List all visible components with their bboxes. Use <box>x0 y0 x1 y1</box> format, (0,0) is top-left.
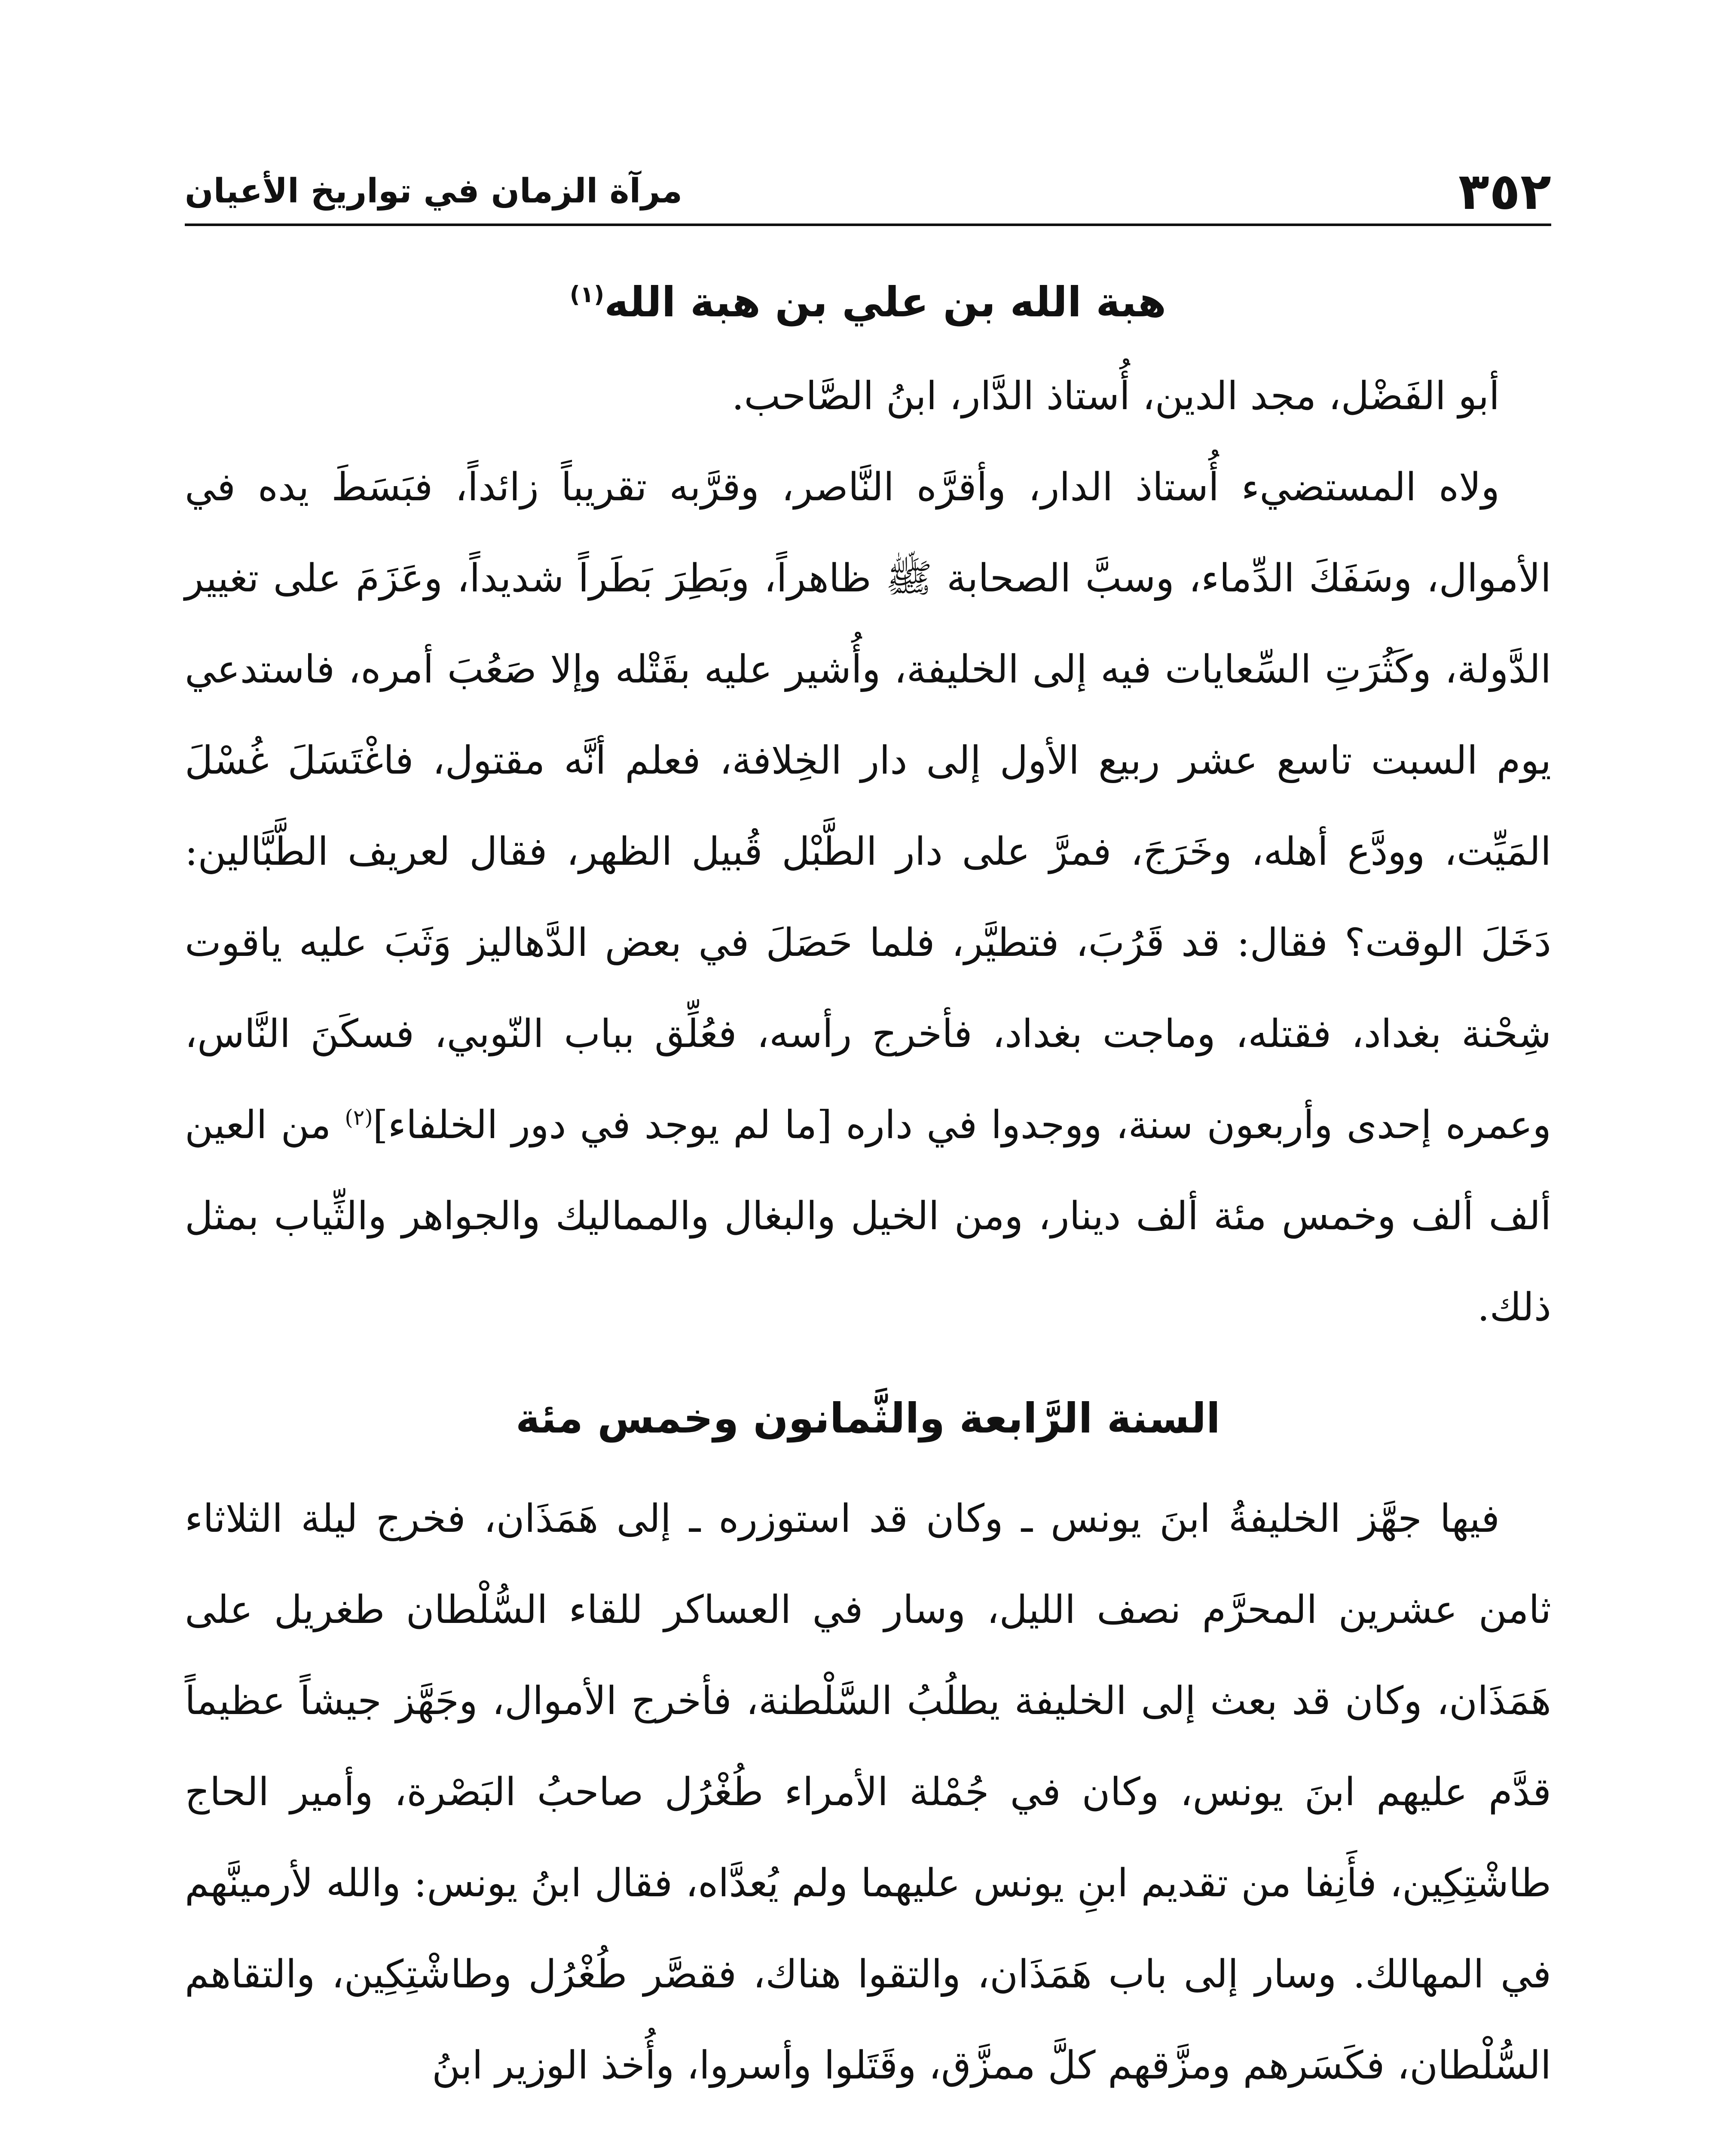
page-number: ٣٥٢ <box>1458 162 1551 221</box>
biography-title <box>185 278 1551 327</box>
biography-body <box>185 442 1551 1353</box>
biography-body-text: ولاه المستضيء أُستاذ الدار، وأقرَّه النَّاصر، وقرَّبه تقريباً زائداً، فبَسَطَ يده في الأموال، وسَفَكَ الدِّماء، وسبَّ الصحابة ﷺ ظاهراً، وبَطِرَ بَطَراً شديداً، وعَزَمَ على تغيير الدَّولة، وكَثُرَتِ السِّعايات فيه إلى الخليفة، وأُشير عليه بقَتْله وإلا صَعُبَ أمره، فاستدعي يوم السبت تاسع عشر ربيع الأول إلى دار الخِلافة، فعلم أنَّه مقتول، فاغْتَسَلَ غُسْلَ المَيِّت، وودَّع أهله، وخَرَجَ، فمرَّ على دار الطَّبْل قُبيل الظهر، فقال لعريف الطَّبَّالين: دَخَلَ الوقت؟ فقال: قد قَرُبَ، فتطيَّر، فلما حَصَلَ في بعض الدَّهاليز وَثَبَ عليه ياقوت شِحْنة بغداد، فقتله، وماجت بغداد، فأخرج رأسه، فعُلِّق بباب النّوبي، فسكَنَ النَّاس، وعمره إحدى وأربعون سنة، ووجدوا في داره [ما لم يوجد في دور الخلفاء] <box>185 465 1552 1148</box>
footnote-marker-1[interactable]: (١) <box>569 282 605 308</box>
year-section-body: فيها جهَّز الخليفةُ ابنَ يونس ـ وكان قد استوزره ـ إلى هَمَذَان، فخرج ليلة الثلاثاء ثامن عشرين المحرَّم نصف الليل، وسار في العساكر للقاء السُّلْطان طغريل على هَمَذَان، وكان قد بعث إلى الخليفة يطلُبُ السَّلْطنة، فأخرج الأموال، وجَهَّز جيشاً عظيماً قدَّم عليهم ابنَ يونس، وكان في جُمْلة الأمراء طُغْرُل صاحبُ البَصْرة، وأمير الحاج طاشْتِكِين، فأَنِفا من تقديم ابنِ يونس عليهما ولم يُعدَّاه، فقال ابنُ يونس: والله لأرمينَّهم في المهالك. وسار إلى باب هَمَذَان، والتقوا هناك، فقصَّر طُغْرُل وطاشْتِكِين، والتقاهم السُّلْطان، فكَسَرهم ومزَّقهم كلَّ ممزَّق، وقَتَلوا وأسروا، وأُخذ الوزير ابنُ <box>185 1496 1551 2088</box>
document-page <box>185 159 1551 2149</box>
biography-body-end: من العين ألف ألف وخمس مئة ألف دينار، ومن الخيل والبغال والمماليك والجواهر والثِّياب بمثل ذلك. <box>185 1102 1551 1330</box>
page-header <box>185 159 1551 226</box>
biography-intro: أبو الفَضْل، مجد الدين، أُستاذ الدَّار، ابنُ الصَّاحب. <box>731 373 1500 419</box>
running-title: مرآة الزمان في تواريخ الأعيان <box>185 172 683 211</box>
footnote-marker-2[interactable]: (٢) <box>345 1105 373 1130</box>
biography-title-text: هبة الله بن علي بن هبة الله <box>604 278 1167 326</box>
year-section-title: السنة الرَّابعة والثَّمانون وخمس مئة <box>516 1394 1220 1443</box>
